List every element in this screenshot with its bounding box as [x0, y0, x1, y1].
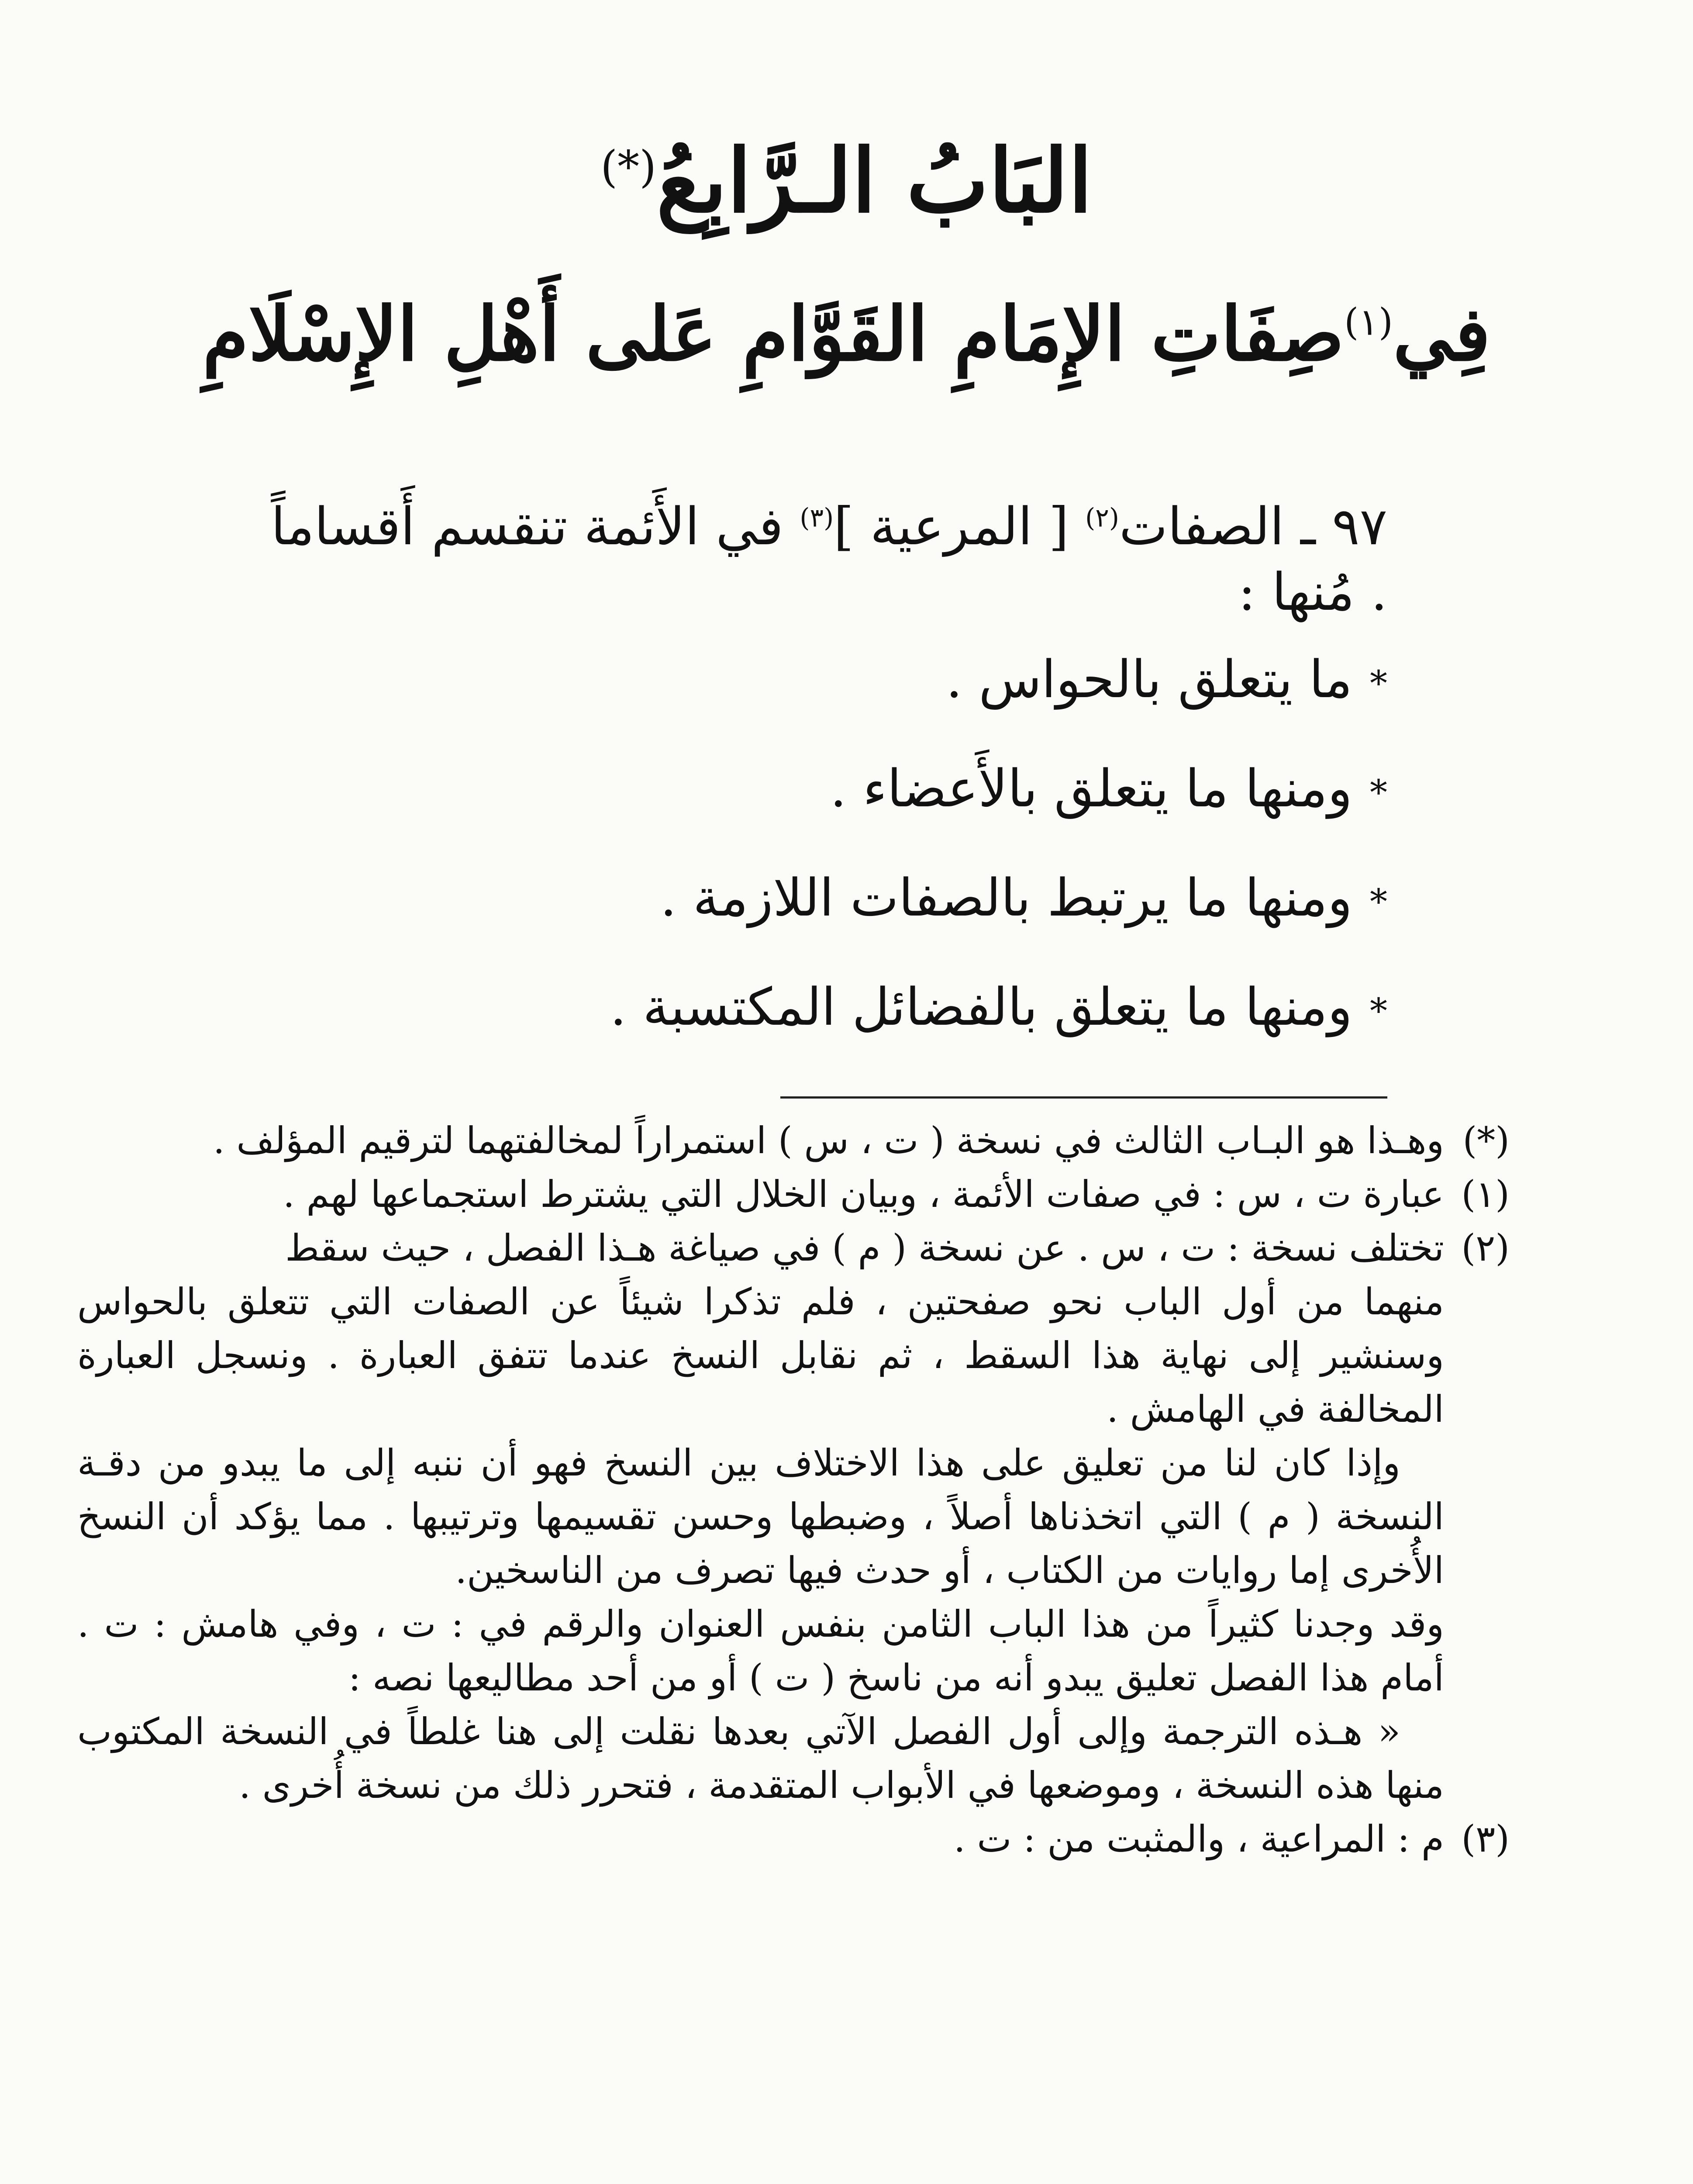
paragraph-97-tail: في الأَئمة تنقسم أَقساماً . مُنها :: [271, 496, 1387, 622]
footnote-text: عبارة ت ، س : في صفات الأئمة ، وبيان الخلال التي يشترط استجماعها لهم .: [283, 1173, 1444, 1216]
footnote-2-paragraph-2: وإذا كان لنا من تعليق على هذا الاختلاف بين النسخ فهو أن ننبه إلى ما يبدو من دقـة النسخة ( م ) التي اتخذناها أصلاً ، وضبطها وحسن تقسيمها وترتيبها . مما يؤكد أن النسخ الأُخرى إما روايات من الكتاب ، أو حدث فيها تصرف من الناسخين.: [77, 1441, 1444, 1592]
chapter-subtitle-prefix: فِي: [1393, 290, 1491, 378]
footnote-number: (٣): [1461, 1818, 1510, 1860]
paragraph-97-lead: ٩٧ ـ الصفات: [1119, 496, 1387, 556]
chapter-title: [0, 127, 1693, 236]
list-item: [252, 646, 1387, 756]
asterisk-icon: *: [1370, 991, 1387, 1032]
footnote-3: [77, 1812, 1510, 1866]
list-item: [252, 865, 1387, 974]
list-item: [252, 756, 1387, 865]
footnotes-section: [77, 1114, 1510, 1866]
footnote-number: (*): [1462, 1119, 1510, 1162]
chapter-title-text: البَابُ الـرَّابِعُ: [656, 130, 1093, 232]
footnote-2-paragraph-3: وقد وجدنا كثيراً من هذا الباب الثامن بنفس العنوان والرقم في : ت ، وفي هامش : ت . أمام هذا الفصل تعليق يبدو أنه من ناسخ ( ت ) أو من أحد مطاليعها نصه :: [77, 1603, 1444, 1699]
list-item-text: ما يتعلق بالحواس .: [946, 649, 1352, 709]
paragraph-97: [252, 494, 1387, 625]
footnote-number: (٢): [1461, 1227, 1510, 1269]
asterisk-icon: *: [1370, 881, 1387, 923]
attribute-list: [252, 646, 1387, 1083]
list-item-text: ومنها ما يتعلق بالفضائل المكتسبة .: [610, 977, 1352, 1037]
chapter-subtitle-text: صِفَاتِ الإِمَامِ القَوَّامِ عَلى أَهْلِ الإِسْلَامِ: [202, 290, 1345, 378]
list-item: [252, 974, 1387, 1083]
footnote-2: [77, 1221, 1510, 1275]
asterisk-icon: *: [1370, 663, 1387, 704]
footnote-2-quote: « هـذه الترجمة وإلى أول الفصل الآتي بعدها نقلت إلى هنا غلطاً في النسخة المكتوب منها هذه النسخة ، وموضعها في الأبواب المتقدمة ، فتحرر ذلك من نسخة أُخرى .: [77, 1710, 1444, 1807]
footnote-1: [77, 1168, 1510, 1221]
footnote-text: م : المراعية ، والمثبت من : ت .: [954, 1818, 1444, 1860]
paragraph-97-middle: [ المرعية ]: [834, 496, 1086, 556]
chapter-subtitle-footnote-ref: (١): [1344, 301, 1393, 344]
footnote-divider: [780, 1096, 1387, 1099]
chapter-subtitle: [0, 284, 1693, 384]
list-item-text: ومنها ما يرتبط بالصفات اللازمة .: [660, 867, 1352, 928]
list-item-text: ومنها ما يتعلق بالأَعضاء .: [830, 758, 1352, 819]
asterisk-icon: *: [1370, 772, 1387, 813]
footnote-text: وهـذا هو البـاب الثالث في نسخة ( ت ، س ) استمراراً لمخالفتهما لترقيم المؤلف .: [213, 1119, 1444, 1162]
footnote-star: [77, 1114, 1510, 1168]
chapter-title-footnote-ref: (*): [600, 141, 657, 193]
footnote-ref-3: (٣): [800, 502, 834, 533]
footnote-ref-2: (٢): [1085, 502, 1119, 533]
footnote-number: (١): [1461, 1173, 1510, 1216]
footnote-text-first-line: تختلف نسخة : ت ، س . عن نسخة ( م ) في صياغة هـذا الفصل ، حيث سقط: [285, 1227, 1444, 1269]
footnote-2-continuation: منهما من أول الباب نحو صفحتين ، فلم تذكرا شيئاً عن الصفات التي تتعلق بالحواس وسنشير إلى نهاية هذا السقط ، ثم نقابل النسخ عندما تتفق العبارة . ونسجل العبارة المخالفة في الهامش .: [77, 1280, 1444, 1431]
